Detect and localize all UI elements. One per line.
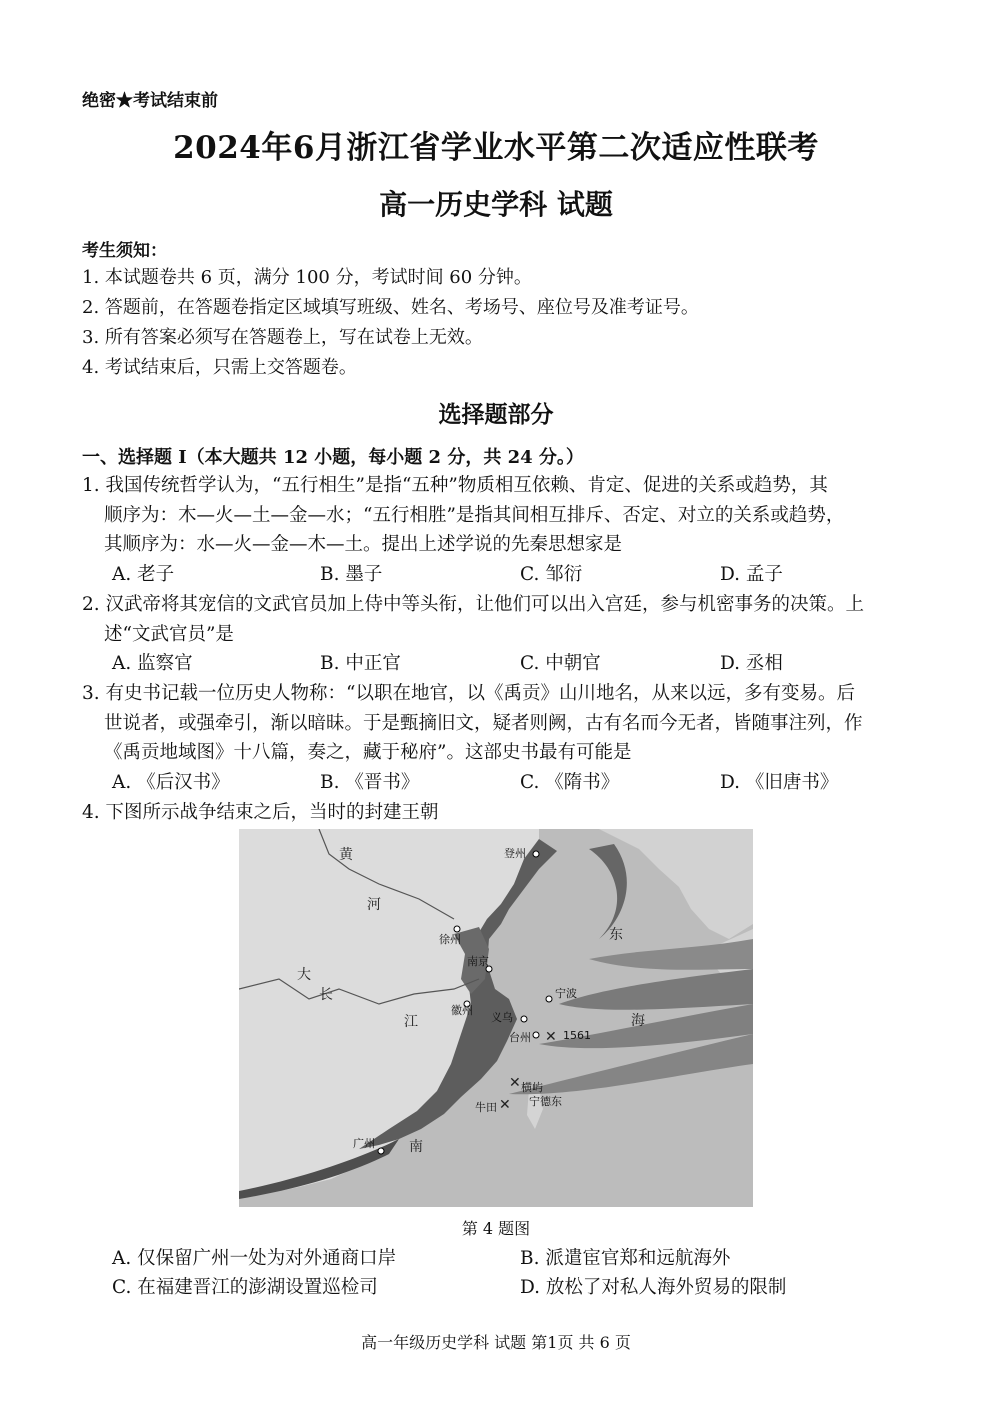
- label-he: 河: [367, 897, 381, 913]
- question-4-line: 4. 下图所示战争结束之后，当时的封建王朝: [82, 802, 439, 823]
- option-c[interactable]: C. 《隋书》: [520, 772, 620, 793]
- option-c[interactable]: C. 在福建晋江的澎湖设置巡检司: [112, 1277, 378, 1298]
- question-3-line: 世说者，或强牵引，渐以暗昧。于是甄摘旧文，疑者则阙，古有名而今无者，皆随事注列，作: [104, 713, 863, 734]
- label-da: 大: [297, 967, 311, 983]
- figure-caption: 第 4 题图: [461, 1219, 531, 1238]
- map-figure: [239, 829, 753, 1207]
- battle-cross-icon: ✕: [509, 1075, 521, 1091]
- option-d[interactable]: D. 丞相: [720, 653, 783, 674]
- xuzhou-dot: [454, 926, 460, 932]
- section-title: 选择题部分: [438, 401, 554, 428]
- option-b[interactable]: B. 墨子: [320, 564, 383, 585]
- war-map: [239, 829, 753, 1207]
- question-1-line: 顺序为：木—火—土—金—水；“五行相胜”是指其间相互排斥、否定、对立的关系或趋势，: [104, 505, 845, 526]
- page-footer: 高一年级历史学科 试题 第1页 共 6 页: [361, 1333, 631, 1352]
- option-c[interactable]: C. 邹衍: [520, 564, 583, 585]
- label-year: 1561: [563, 1029, 591, 1042]
- notice-item: 1. 本试题卷共 6 页，满分 100 分，考试时间 60 分钟。: [82, 267, 532, 288]
- notice-item: 4. 考试结束后，只需上交答题卷。: [82, 357, 357, 378]
- battle-cross-icon: ✕: [499, 1097, 511, 1113]
- question-2-line: 述“文武官员”是: [104, 624, 234, 645]
- exam-subtitle: 高一历史学科 试题: [379, 188, 613, 221]
- label-chang: 长: [319, 987, 333, 1003]
- question-1-line: 1. 我国传统哲学认为，“五行相生”是指“五种”物质相互依赖、肯定、促进的关系或趋势，其: [82, 475, 828, 496]
- label-taizhou: 台州: [509, 1031, 531, 1044]
- yiwu-dot: [521, 1016, 527, 1022]
- label-dong: 东: [609, 927, 623, 943]
- label-yiwu: 义乌: [491, 1011, 513, 1024]
- option-b[interactable]: B. 派遣宦官郑和远航海外: [520, 1248, 731, 1269]
- label-hengyu: 横屿: [521, 1081, 543, 1094]
- notice-item: 2. 答题前，在答题卷指定区域填写班级、姓名、考场号、座位号及准考证号。: [82, 297, 699, 318]
- option-a[interactable]: A. 仅保留广州一处为对外通商口岸: [112, 1248, 397, 1269]
- label-guangzhou: 广州: [353, 1137, 375, 1150]
- question-1-line: 其顺序为：水—火—金—木—土。提出上述学说的先秦思想家是: [104, 534, 623, 555]
- label-jiang: 江: [404, 1014, 418, 1030]
- option-a[interactable]: A. 老子: [112, 564, 175, 585]
- question-3-line: 《禹贡地域图》十八篇，奏之，藏于秘府”。这部史书最有可能是: [104, 742, 632, 763]
- ningbo-dot: [546, 996, 552, 1002]
- option-c[interactable]: C. 中朝官: [520, 653, 601, 674]
- notice-item: 3. 所有答案必须写在答题卷上，写在试卷上无效。: [82, 327, 483, 348]
- option-a[interactable]: A. 监察官: [112, 653, 193, 674]
- option-d[interactable]: D. 《旧唐书》: [720, 772, 839, 793]
- label-dengzhou: 登州: [504, 847, 526, 860]
- label-ningbo: 宁波: [555, 987, 577, 1000]
- battle-cross-icon: ✕: [545, 1029, 557, 1045]
- option-d[interactable]: D. 放松了对私人海外贸易的限制: [520, 1277, 787, 1298]
- exam-title: 2024年6月浙江省学业水平第二次适应性联考: [173, 130, 819, 166]
- label-nan: 南: [409, 1139, 423, 1155]
- label-nanjing: 南京: [467, 955, 489, 968]
- label-xuzhou: 徐州: [439, 933, 461, 946]
- question-3-line: 3. 有史书记载一位历史人物称：“以职在地官，以《禹贡》山川地名，从来以远，多有变易。后: [82, 683, 855, 704]
- option-d[interactable]: D. 孟子: [720, 564, 783, 585]
- option-a[interactable]: A. 《后汉书》: [112, 772, 230, 793]
- part-heading: 一、选择题 I（本大题共 12 小题，每小题 2 分，共 24 分。）: [82, 447, 584, 468]
- label-ningdedong: 宁德东: [529, 1095, 562, 1108]
- label-huizhou: 徽州: [451, 1004, 473, 1017]
- option-b[interactable]: B. 《晋书》: [320, 772, 420, 793]
- label-niutian: 牛田: [475, 1101, 497, 1114]
- question-2-line: 2. 汉武帝将其宠信的文武官员加上侍中等头衔，让他们可以出入宫廷，参与机密事务的决策。上: [82, 594, 865, 615]
- label-hai: 海: [631, 1013, 645, 1029]
- option-b[interactable]: B. 中正官: [320, 653, 401, 674]
- label-huang: 黄: [339, 847, 353, 863]
- dengzhou-dot: [533, 851, 539, 857]
- notice-heading: 考生须知：: [82, 241, 167, 261]
- guangzhou-dot: [378, 1148, 384, 1154]
- taizhou-dot: [533, 1032, 539, 1038]
- confidential-mark: 绝密★考试结束前: [82, 91, 218, 111]
